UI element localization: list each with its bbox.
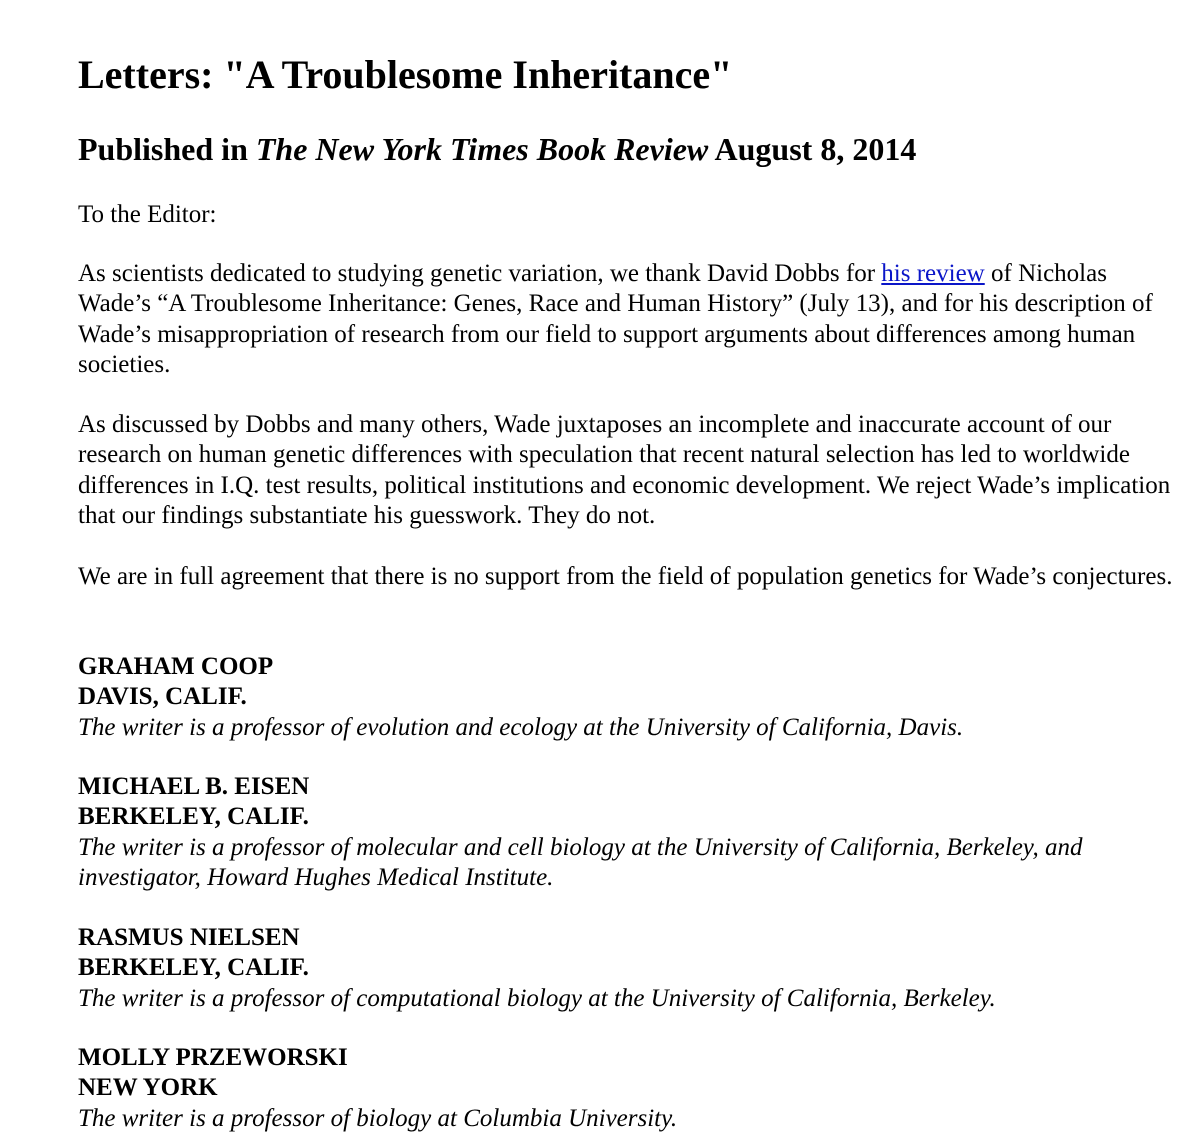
signatory-name: RASMUS NIELSEN <box>78 924 300 951</box>
signatory-block <box>78 772 1178 893</box>
signatory-name: MICHAEL B. EISEN <box>78 773 310 800</box>
publication-name: The New York Times Book Review <box>255 131 709 167</box>
signatory-bio: The writer is a professor of biology at Columbia University. <box>78 1104 678 1132</box>
paragraph-1-text-before: As scientists dedicated to studying genetic variation, we thank David Dobbs for <box>78 260 882 287</box>
paragraph-1 <box>78 259 1173 380</box>
salutation: To the Editor: <box>78 201 217 228</box>
signatory-location: BERKELEY, CALIF. <box>78 954 309 982</box>
signatory-bio: The writer is a professor of computational biology at the University of California, Berkeley. <box>78 984 996 1012</box>
paragraph-3: We are in full agreement that there is no support from the field of population genetics for Wade’s conjectures. <box>78 563 1173 590</box>
signatory-block <box>78 923 1178 1014</box>
signatory-name: MOLLY PRZEWORSKI <box>78 1044 348 1071</box>
signatory-location: DAVIS, CALIF. <box>78 683 247 711</box>
signatory-location: NEW YORK <box>78 1074 218 1102</box>
signatory-name: GRAHAM COOP <box>78 653 274 680</box>
signatory-location: BERKELEY, CALIF. <box>78 803 309 831</box>
signatory-block <box>78 652 1178 743</box>
publication-date: August 8, 2014 <box>708 131 917 167</box>
signatory-block <box>78 1043 1178 1134</box>
his-review-link[interactable]: his review <box>881 260 985 287</box>
signatory-bio: The writer is a professor of molecular and cell biology at the University of California, Berkeley, and investigator, Howard Hughes Medical Institute. <box>78 833 1083 891</box>
publication-prefix: Published in <box>78 131 256 167</box>
page-title: Letters: "A Troublesome Inheritance" <box>78 52 733 97</box>
paragraph-1-text-after: of Nicholas Wade’s “A Troublesome Inheritance: Genes, Race and Human History” (July 13), and for his description of Wade’s misappropriation of research from our field to support arguments about differences among human societies. <box>78 260 1153 378</box>
paragraph-2: As discussed by Dobbs and many others, Wade juxtaposes an incomplete and inaccurate account of our research on human genetic differences with speculation that recent natural selection has led to worldwide differences in I.Q. test results, political institutions and economic development. We reject Wade’s implication that our findings substantiate his guesswork. They do not. <box>78 411 1171 529</box>
signatory-bio: The writer is a professor of evolution and ecology at the University of California, Davis. <box>78 713 964 741</box>
publication-line <box>78 130 916 168</box>
